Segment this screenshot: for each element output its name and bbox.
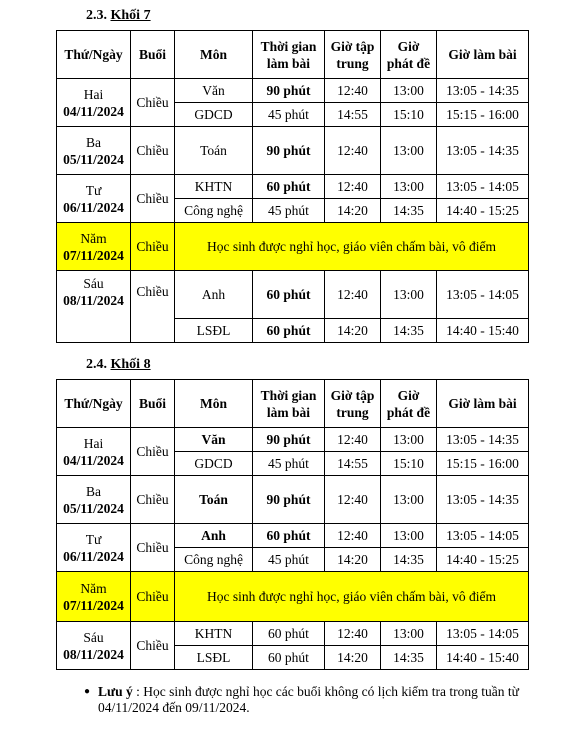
release-time-cell: 14:35 — [381, 646, 437, 670]
gather-time-cell: 14:20 — [325, 548, 381, 572]
notice-cell: Học sinh được nghỉ học, giáo viên chấm bài, vô điểm — [175, 223, 529, 271]
subject-cell: Công nghệ — [175, 548, 253, 572]
duration-cell: 60 phút — [253, 319, 325, 343]
table-row — [57, 524, 529, 548]
table-row — [57, 271, 529, 319]
duration-cell: 60 phút — [253, 524, 325, 548]
table-row-highlight — [57, 572, 529, 622]
duration-cell: 45 phút — [253, 103, 325, 127]
session-cell: Chiều — [131, 428, 175, 476]
subject-cell: LSĐL — [175, 646, 253, 670]
duration-cell: 90 phút — [253, 428, 325, 452]
header-gio-phat-de: Giờ phát đề — [381, 380, 437, 428]
exam-time-cell: 14:40 - 15:25 — [437, 548, 529, 572]
header-mon: Môn — [175, 31, 253, 79]
subject-cell: Anh — [175, 524, 253, 548]
subject-cell: GDCD — [175, 452, 253, 476]
session-cell: Chiều — [131, 271, 175, 343]
exam-time-cell: 13:05 - 14:05 — [437, 175, 529, 199]
subject-cell: Văn — [175, 428, 253, 452]
gather-time-cell: 12:40 — [325, 476, 381, 524]
exam-time-cell: 13:05 - 14:35 — [437, 79, 529, 103]
release-time-cell: 13:00 — [381, 271, 437, 319]
release-time-cell: 14:35 — [381, 199, 437, 223]
table-row — [57, 428, 529, 452]
section-title-khoi-7: 2.3. Khối 7 — [86, 8, 151, 23]
gather-time-cell: 12:40 — [325, 622, 381, 646]
header-thu-ngay: Thứ/Ngày — [57, 380, 131, 428]
duration-cell: 60 phút — [253, 175, 325, 199]
exam-time-cell: 13:05 - 14:35 — [437, 428, 529, 452]
release-time-cell: 13:00 — [381, 175, 437, 199]
release-time-cell: 13:00 — [381, 622, 437, 646]
note-paragraph — [84, 684, 544, 716]
exam-time-cell: 14:40 - 15:25 — [437, 199, 529, 223]
exam-time-cell: 13:05 - 14:35 — [437, 127, 529, 175]
release-time-cell: 15:10 — [381, 103, 437, 127]
session-cell: Chiều — [131, 175, 175, 223]
note-text: : Học sinh được nghỉ học các buổi không có lịch kiểm tra trong tuần từ 04/11/2024 đến 09/11/2024. — [98, 684, 519, 715]
gather-time-cell: 14:20 — [325, 646, 381, 670]
table-header-row — [57, 31, 529, 79]
exam-time-cell: 13:05 - 14:35 — [437, 476, 529, 524]
gather-time-cell: 12:40 — [325, 271, 381, 319]
day-cell: Ba 05/11/2024 — [57, 127, 131, 175]
release-time-cell: 15:10 — [381, 452, 437, 476]
day-cell: Ba 05/11/2024 — [57, 476, 131, 524]
subject-cell: Công nghệ — [175, 199, 253, 223]
subject-cell: KHTN — [175, 622, 253, 646]
subject-cell: GDCD — [175, 103, 253, 127]
session-cell: Chiều — [131, 476, 175, 524]
gather-time-cell: 14:55 — [325, 452, 381, 476]
day-cell: Sáu 08/11/2024 — [57, 271, 131, 343]
schedule-table-khoi-8 — [56, 379, 529, 670]
exam-time-cell: 13:05 - 14:05 — [437, 271, 529, 319]
session-cell: Chiều — [131, 524, 175, 572]
release-time-cell: 13:00 — [381, 79, 437, 103]
header-gio-lam-bai: Giờ làm bài — [437, 380, 529, 428]
gather-time-cell: 14:20 — [325, 319, 381, 343]
session-cell: Chiều — [131, 572, 175, 622]
release-time-cell: 14:35 — [381, 548, 437, 572]
duration-cell: 60 phút — [253, 622, 325, 646]
header-thu-ngay: Thứ/Ngày — [57, 31, 131, 79]
notice-cell: Học sinh được nghỉ học, giáo viên chấm bài, vô điểm — [175, 572, 529, 622]
header-thoi-gian: Thời gian làm bài — [253, 380, 325, 428]
gather-time-cell: 14:20 — [325, 199, 381, 223]
exam-time-cell: 14:40 - 15:40 — [437, 319, 529, 343]
exam-time-cell: 15:15 - 16:00 — [437, 452, 529, 476]
subject-cell: KHTN — [175, 175, 253, 199]
day-cell: Tư 06/11/2024 — [57, 175, 131, 223]
exam-time-cell: 13:05 - 14:05 — [437, 622, 529, 646]
day-cell: Sáu 08/11/2024 — [57, 622, 131, 670]
header-gio-tap-trung: Giờ tập trung — [325, 31, 381, 79]
note-label: Lưu ý — [98, 684, 133, 699]
table-row — [57, 127, 529, 175]
duration-cell: 45 phút — [253, 548, 325, 572]
release-time-cell: 13:00 — [381, 428, 437, 452]
subject-cell: Toán — [175, 476, 253, 524]
exam-time-cell: 14:40 - 15:40 — [437, 646, 529, 670]
header-gio-tap-trung: Giờ tập trung — [325, 380, 381, 428]
table-row — [57, 622, 529, 646]
exam-time-cell: 13:05 - 14:05 — [437, 524, 529, 548]
subject-cell: LSĐL — [175, 319, 253, 343]
table-header-row — [57, 380, 529, 428]
session-cell: Chiều — [131, 79, 175, 127]
header-gio-phat-de: Giờ phát đề — [381, 31, 437, 79]
gather-time-cell: 14:55 — [325, 103, 381, 127]
gather-time-cell: 12:40 — [325, 524, 381, 548]
gather-time-cell: 12:40 — [325, 127, 381, 175]
day-cell: Hai 04/11/2024 — [57, 79, 131, 127]
exam-time-cell: 15:15 - 16:00 — [437, 103, 529, 127]
gather-time-cell: 12:40 — [325, 175, 381, 199]
gather-time-cell: 12:40 — [325, 428, 381, 452]
duration-cell: 45 phút — [253, 199, 325, 223]
table-row — [57, 175, 529, 199]
header-mon: Môn — [175, 380, 253, 428]
header-gio-lam-bai: Giờ làm bài — [437, 31, 529, 79]
subject-cell: Văn — [175, 79, 253, 103]
duration-cell: 90 phút — [253, 476, 325, 524]
session-cell: Chiều — [131, 622, 175, 670]
subject-cell: Toán — [175, 127, 253, 175]
schedule-table-khoi-7 — [56, 30, 529, 343]
session-cell: Chiều — [131, 127, 175, 175]
duration-cell: 60 phút — [253, 271, 325, 319]
bullet-icon: ● — [84, 686, 91, 697]
section-title-khoi-8: 2.4. Khối 8 — [86, 357, 151, 372]
release-time-cell: 13:00 — [381, 524, 437, 548]
duration-cell: 60 phút — [253, 646, 325, 670]
header-buoi: Buổi — [131, 380, 175, 428]
gather-time-cell: 12:40 — [325, 79, 381, 103]
release-time-cell: 13:00 — [381, 476, 437, 524]
day-cell: Hai 04/11/2024 — [57, 428, 131, 476]
table-row-highlight — [57, 223, 529, 271]
session-cell: Chiều — [131, 223, 175, 271]
duration-cell: 45 phút — [253, 452, 325, 476]
day-cell: Năm 07/11/2024 — [57, 223, 131, 271]
release-time-cell: 13:00 — [381, 127, 437, 175]
subject-cell: Anh — [175, 271, 253, 319]
header-buoi: Buổi — [131, 31, 175, 79]
day-cell: Năm 07/11/2024 — [57, 572, 131, 622]
header-thoi-gian: Thời gian làm bài — [253, 31, 325, 79]
duration-cell: 90 phút — [253, 127, 325, 175]
day-cell: Tư 06/11/2024 — [57, 524, 131, 572]
table-row — [57, 476, 529, 524]
table-row — [57, 79, 529, 103]
release-time-cell: 14:35 — [381, 319, 437, 343]
duration-cell: 90 phút — [253, 79, 325, 103]
